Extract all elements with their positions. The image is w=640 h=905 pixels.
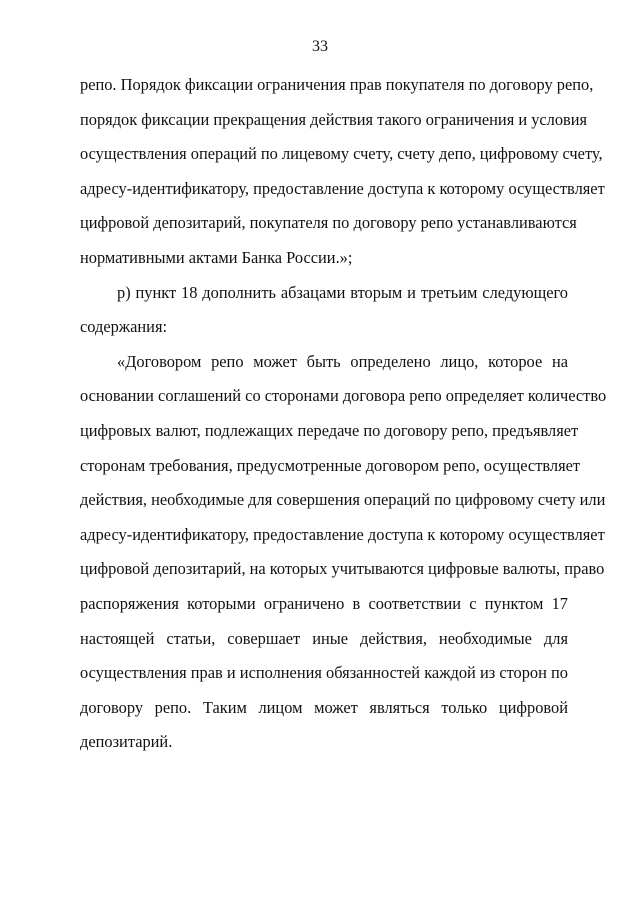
text-line: порядок фиксации прекращения действия такого ограничения и условия — [80, 109, 588, 129]
text-line: основании соглашений со сторонами договора репо определяет количество — [80, 386, 607, 406]
text-line: договору репо. Таким лицом может являться только цифровой — [80, 697, 568, 717]
text-line: репо. Порядок фиксации ограничения прав покупателя по договору репо, — [80, 75, 594, 94]
text-line: адресу-идентификатору, предоставление доступа к которому осуществляет — [80, 524, 605, 544]
text-line: распоряжения которыми ограничено в соответствии с пунктом 17 — [80, 593, 568, 613]
text-line: действия, необходимые для совершения операций по цифровому счету или — [80, 490, 606, 510]
text-line: депозитарий. — [80, 732, 173, 752]
text-line: настоящей статьи, совершает иные действия, необходимые для — [80, 628, 568, 648]
text-line: содержания: — [80, 317, 168, 337]
text-line: цифровой депозитарий, на которых учитываются цифровые валюты, право — [80, 559, 605, 579]
text-line: адресу-идентификатору, предоставление доступа к которому осуществляет — [80, 178, 605, 198]
text-line: «Договором репо может быть определено лицо, которое на — [117, 351, 568, 371]
text-line: сторонам требования, предусмотренные договором репо, осуществляет — [80, 455, 581, 475]
text-line: нормативными актами Банка России.»; — [80, 247, 353, 267]
document-body — [80, 68, 607, 760]
page-number: 33 — [312, 38, 328, 55]
text-line: цифровых валют, подлежащих передаче по договору репо, предъявляет — [80, 420, 579, 440]
text-line: цифровой депозитарий, покупателя по договору репо устанавливаются — [80, 213, 577, 233]
text-line: осуществления прав и исполнения обязанностей каждой из сторон по — [80, 663, 568, 683]
text-line: осуществления операций по лицевому счету, счету депо, цифровому счету, — [80, 144, 603, 164]
text-line: р) пункт 18 дополнить абзацами вторым и третьим следующего — [117, 282, 568, 302]
